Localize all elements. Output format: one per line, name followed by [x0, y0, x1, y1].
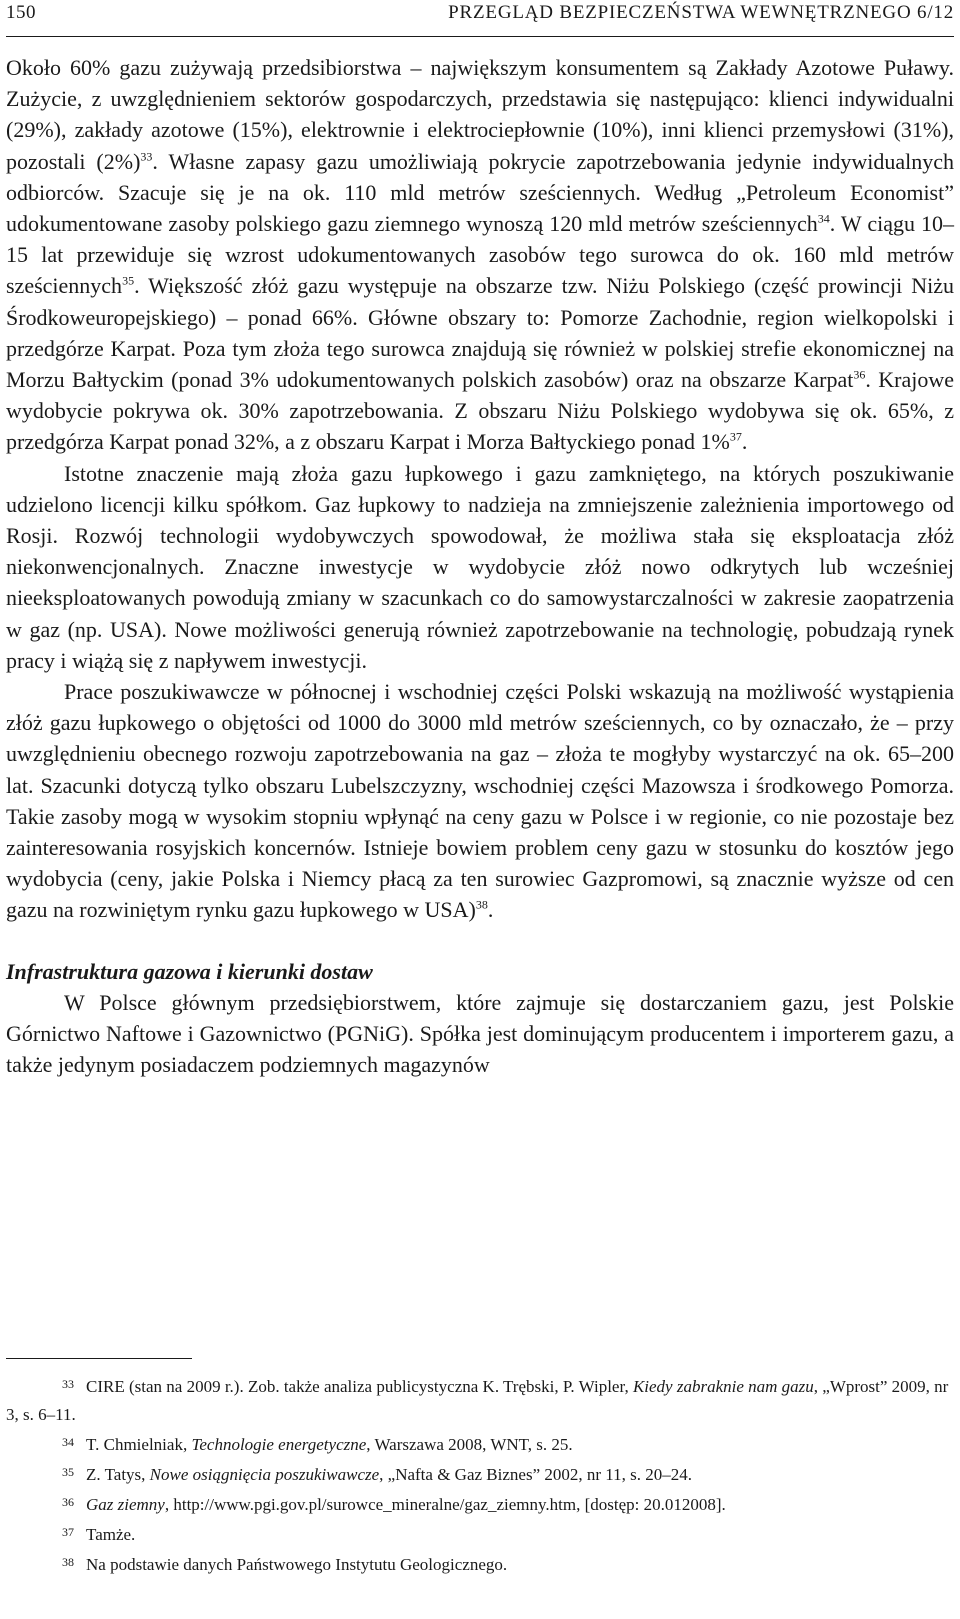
text-run: . Większość złóż gazu występuje na obszarze tzw. Niżu Polskiego (część prowincji Niżu Środkoweuropejskiego) – ponad 66%. Główne obszary to: Pomorze Zachodnie, region wielkopolski i przedgórze Karpat. Poza tym złoża tego surowca znajdują się również w polskiej strefie ekonomicznej na Morzu Bałtyckim (ponad 3% udokumentowanych polskich zasobów) oraz na obszarze Karpat: [6, 273, 954, 393]
footnote-number: 35: [62, 1465, 74, 1479]
paragraph-p1: [6, 52, 954, 458]
footnote-33: [6, 1373, 954, 1429]
footnote-35: [6, 1461, 954, 1489]
footnote-number: 33: [62, 1377, 74, 1391]
footnote-38: [6, 1551, 954, 1579]
footnote-ref: 37: [729, 430, 742, 445]
footnote-ref: 38: [475, 898, 488, 913]
footnote-ref: 33: [140, 149, 153, 164]
text-run: Prace poszukiwawcze w północnej i wschodniej części Polski wskazują na możliwość wystąpienia złóż gazu łupkowego o objętości od 1000 do 3000 mld metrów sześciennych, co by oznaczało, że – przy uwzględnieniu obecnego rozwoju zapotrzebowania na gaz – złoża te mogłyby wystarczyć na ok. 65–200 lat. Szacunki dotyczą tylko obszaru Lubelszczyzny, wschodniej części Mazowsza i środkowego Pomorza. Takie zasoby mogą w wysokim stopniu wpłynąć na ceny gazu w Polsce i w regionie, co nie pozostaje bez zainteresowania rosyjskich koncernów. Istnieje bowiem problem ceny gazu w stosunku do kosztów jego wydobycia (ceny, jakie Polska i Niemcy płacą za ten surowiec Gazpromowi, są znacznie wyższe od cen gazu na rozwiniętym rynku gazu łupkowego w USA): [6, 679, 954, 923]
footnote-text: [62, 1521, 954, 1549]
italic-title: Nowe osiągnięcia poszukiwawcze: [149, 1465, 380, 1484]
paragraphs: [6, 52, 954, 926]
text-run: Istotne znaczenie mają złoża gazu łupkowego i gazu zamkniętego, na których poszukiwanie udzielono licencji kilku spółkom. Gaz łupkowy to nadzieja na zmniejszenie zależnienia importowego od Rosji. Rozwój technologii wydobywczych spowodował, że możliwa stała się eksploatacja złóż niekonwencjonalnych. Znaczne inwestycje w wydobycie złóż nowo odkrytych lub wcześniej nieeksploatowanych powodują zmiany w szacunkach co do samowystarczalności w zakresie zaopatrzenia w gaz (np. USA). Nowe możliwości generują również zapotrzebowanie na technologię, pobudzają rynek pracy i wiążą się z napływem inwestycji.: [6, 460, 954, 673]
footnotes: [6, 1358, 954, 1579]
text-run: Na podstawie danych Państwowego Instytutu Geologicznego.: [86, 1555, 508, 1574]
section-heading: Infrastruktura gazowa i kierunki dostaw: [6, 958, 373, 984]
footnote-number: 37: [62, 1525, 74, 1539]
text-run: Około 60% gazu zużywają przedsibiorstwa – największym konsumentem są Zakłady Azotowe Puławy. Zużycie, z uwzględnieniem sektorów gospodarczych, przedstawia się następująco: klienci indywidualni (29%), zakłady azotowe (15%), elektrownie i elektrociepłownie (10%), inni klienci przemysłowi (31%), pozostali (2%): [6, 55, 954, 174]
footnote-text: [62, 1491, 954, 1519]
footnote-number: 34: [62, 1435, 74, 1449]
footnote-ref: 36: [853, 367, 866, 382]
text-run: , Warszawa 2008, WNT, s. 25.: [366, 1435, 573, 1454]
italic-title: Kiedy zabraknie nam gazu: [632, 1377, 814, 1396]
footnote-text: [62, 1551, 954, 1579]
footnote-37: [6, 1521, 954, 1549]
text-run: , „Nafta & Gaz Biznes” 2002, nr 11, s. 20–24.: [379, 1465, 693, 1484]
text-run: Z. Tatys,: [86, 1465, 150, 1484]
footnote-text: [62, 1461, 954, 1489]
footnote-ref: 34: [817, 211, 830, 226]
text-run: , „Wprost” 2009, nr 3, s. 6–11.: [6, 1377, 949, 1424]
footnote-list: [6, 1373, 954, 1579]
running-head: PRZEGLĄD BEZPIECZEŃSTWA WEWNĘTRZNEGO 6/12: [448, 2, 954, 23]
page-header: [6, 2, 954, 37]
italic-title: Gaz ziemny: [86, 1495, 165, 1514]
footnote-34: [6, 1431, 954, 1459]
footnote-text: [6, 1373, 954, 1429]
footnote-rule: [6, 1358, 192, 1359]
text-run: . Krajowe wydobycie pokrywa ok. 30% zapotrzebowania. Z obszaru Niżu Polskiego wydobywa się ok. 65%, z przedgórza Karpat ponad 32%, a z obszaru Karpat i Morza Bałtyckiego ponad 1%: [6, 367, 954, 455]
paragraph-p2: [6, 458, 954, 676]
text-run: Tamże.: [86, 1525, 136, 1544]
text-run: , http://www.pgi.gov.pl/surowce_mineralne/gaz_ziemny.htm, [dostęp: 20.012008].: [164, 1495, 726, 1514]
text-run: .: [741, 429, 748, 455]
page-number: 150: [6, 2, 36, 23]
footnote-ref: 35: [122, 274, 135, 289]
text-run: . Własne zapasy gazu umożliwiają pokrycie zapotrzebowania jedynie indywidualnych odbiorców. Szacuje się je na ok. 110 mld metrów sześciennych. Według „Petroleum Economist” udokumentowane zasoby polskiego gazu ziemnego wynoszą 120 mld metrów sześciennych: [6, 148, 955, 237]
footnote-text: [62, 1431, 954, 1459]
main-text: [6, 52, 954, 1080]
text-run: CIRE (stan na 2009 r.). Zob. także analiza publicystyczna K. Trębski, P. Wipler,: [86, 1377, 633, 1396]
section-paragraph: W Polsce głównym przedsiębiorstwem, które zajmuje się dostarczaniem gazu, jest Polskie Górnictwo Naftowe i Gazownictwo (PGNiG). Spółka jest dominującym producentem i importerem gazu, a także jedynym posiadaczem podziemnych magazynów: [6, 989, 954, 1078]
text-run: .: [487, 897, 494, 923]
footnote-number: 38: [62, 1555, 74, 1569]
text-run: . W ciągu 10–15 lat przewiduje się wzrost udokumentowanych zasobów tego surowca do ok. 160 mld metrów sześciennych: [6, 211, 954, 299]
footnote-number: 36: [62, 1495, 74, 1509]
paragraph-p3: [6, 676, 954, 926]
footnote-36: [6, 1491, 954, 1519]
italic-title: Technologie energetyczne: [191, 1435, 367, 1454]
text-run: T. Chmielniak,: [86, 1435, 192, 1454]
